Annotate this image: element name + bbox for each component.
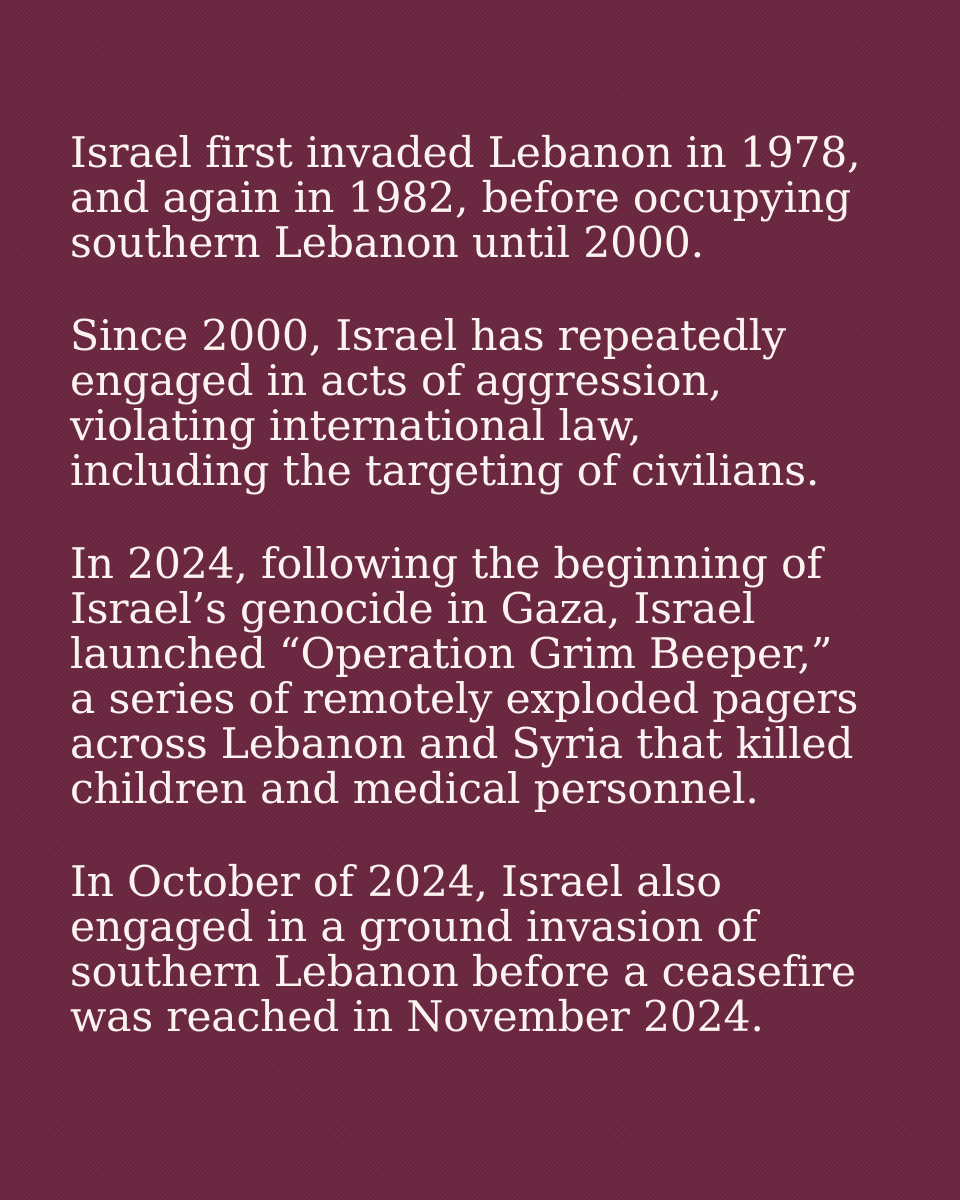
paragraph-october-2024	[70, 860, 930, 1040]
text-line: In 2024, following the beginning of	[70, 540, 823, 589]
text-line: engaged in a ground invasion of	[70, 903, 758, 952]
text-line: including the targeting of civilians.	[70, 447, 820, 496]
text-line: children and medical personnel.	[70, 765, 759, 814]
paragraph-2024-pagers	[70, 542, 930, 812]
text-line: launched “Operation Grim Beeper,”	[70, 630, 833, 679]
text-line: and again in 1982, before occupying	[70, 174, 852, 223]
text-line: across Lebanon and Syria that killed	[70, 720, 854, 769]
text-line: Israel’s genocide in Gaza, Israel	[70, 585, 756, 634]
text-line: In October of 2024, Israel also	[70, 858, 722, 907]
text-line: was reached in November 2024.	[70, 993, 764, 1042]
paragraph-since-2000	[70, 314, 930, 494]
text-line: a series of remotely exploded pagers	[70, 675, 859, 724]
text-line: engaged in acts of aggression,	[70, 357, 722, 406]
text-line: southern Lebanon until 2000.	[70, 219, 704, 268]
paragraph-1978-invasion	[70, 131, 930, 266]
text-card	[70, 131, 930, 1088]
text-line: Since 2000, Israel has repeatedly	[70, 312, 786, 361]
text-line: southern Lebanon before a ceasefire	[70, 948, 856, 997]
text-line: violating international law,	[70, 402, 642, 451]
text-line: Israel first invaded Lebanon in 1978,	[70, 129, 861, 178]
